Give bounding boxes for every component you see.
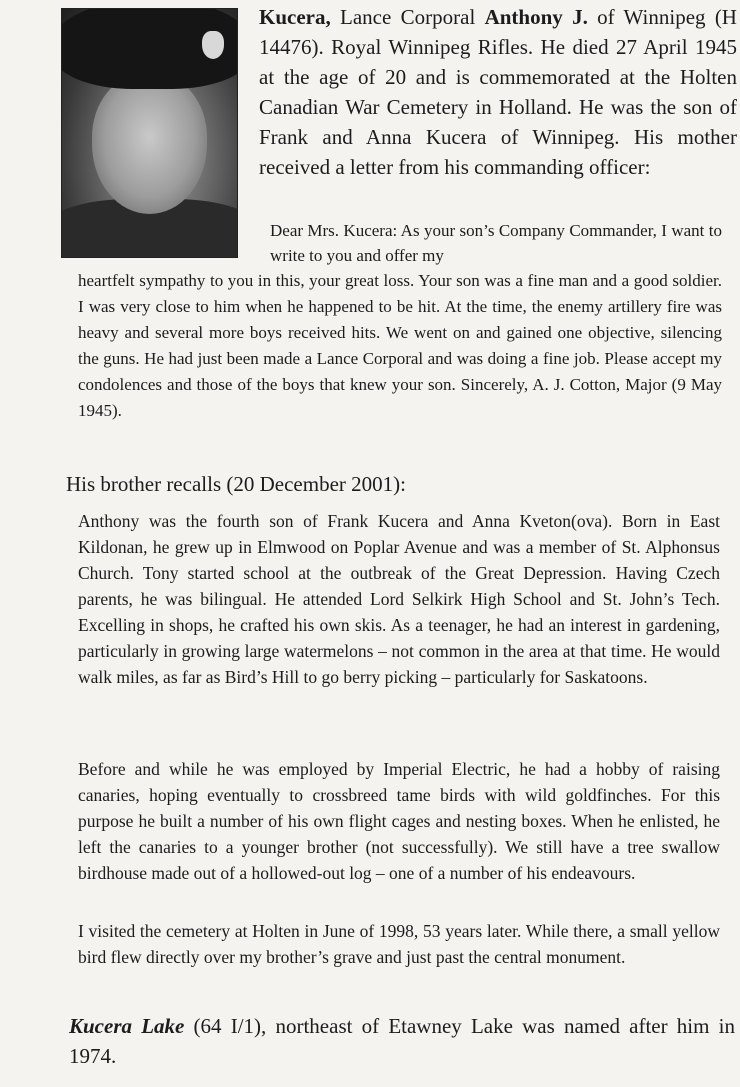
cap-badge-icon [202, 31, 224, 59]
rank: Lance Corporal [330, 5, 485, 29]
recalls-heading: His brother recalls (20 December 2001): [66, 472, 406, 496]
recollection-paragraph-1: Anthony was the fourth son of Frank Kucera and Anna Kveton(ova). Born in East Kildonan, he grew up in Elmwood on Poplar Avenue and was a member of St. Alphonsus Church. Tony started school at the outbreak of the Great Depression. Having Czech parents, he was bilingual. He attended Lord Selkirk High School and St. John’s Tech. Excelling in shops, he crafted his own skis. As a teenager, he had an interest in gardening, particularly in growing large watermelons – not common in the area at that time. He would walk miles, as far as Bird’s Hill to go berry picking – particularly for Saskatoons. [78, 511, 720, 687]
given-name: Anthony J. [484, 5, 588, 29]
intro-text: of Winnipeg (H 14476). Royal Winnipeg Rifles. He died 27 April 1945 at the age of 20 and is commemorated at the Holten Canadian War Cemetery in Holland. He was the son of Frank and Anna Kucera of Winnipeg. His mother received a letter from his commanding officer: [259, 5, 737, 179]
surname: Kucera, [259, 5, 331, 29]
letter-first-lines: Dear Mrs. Kucera: As your son’s Company Commander, I want to write to you and offer my [270, 221, 722, 265]
intro-paragraph [259, 2, 737, 182]
letter-body: heartfelt sympathy to you in this, your great loss. Your son was a fine man and a good soldier. I was very close to him when he happened to be hit. At the time, the enemy artillery fire was heavy and several more boys received hits. We went on and gained one objective, silencing the guns. He had just been made a Lance Corporal and was doing a fine job. Please accept my condolences and those of the boys that knew your son. Sincerely, A. J. Cotton, Major (9 May 1945). [78, 271, 722, 420]
closing-text: (64 I/1), northeast of Etawney Lake was named after him in 1974. [69, 1014, 735, 1068]
soldier-face [92, 74, 207, 214]
closing-paragraph [69, 1011, 735, 1071]
portrait-photo [61, 8, 238, 258]
recollection-paragraph-3: I visited the cemetery at Holten in June of 1998, 53 years later. While there, a small yellow bird flew directly over my brother’s grave and just past the central monument. [78, 921, 720, 967]
lake-name: Kucera Lake [69, 1014, 185, 1038]
recollection-paragraph-2: Before and while he was employed by Imperial Electric, he had a hobby of raising canaries, hoping eventually to crossbreed tame birds with wild goldfinches. For this purpose he built a number of his own flight cages and nesting boxes. When he enlisted, he left the canaries to a younger brother (not successfully). We still have a tree swallow birdhouse made out of a hollowed-out log – one of a number of his endeavours. [78, 759, 720, 883]
